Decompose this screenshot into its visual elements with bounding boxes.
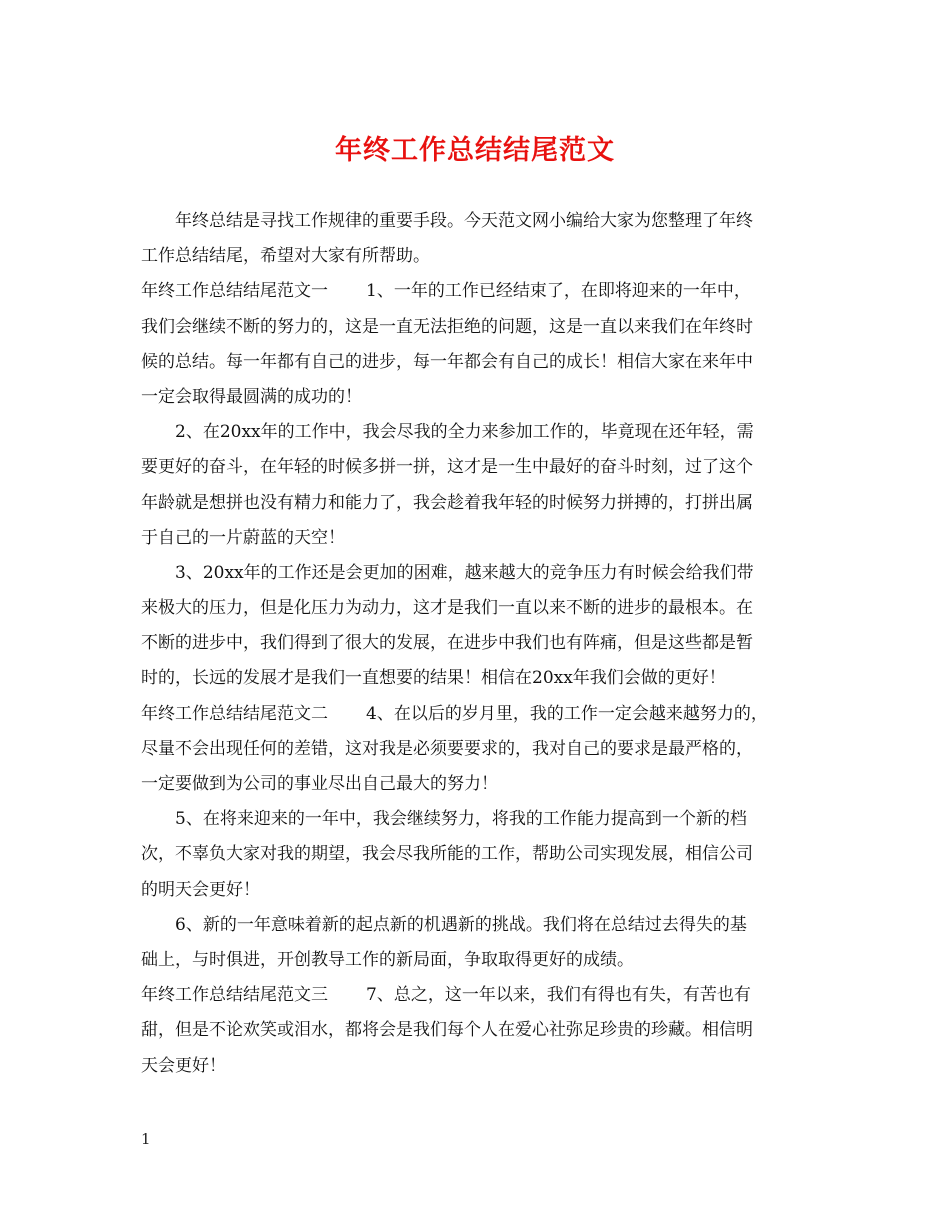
section-heading-1: 年终工作总结结尾范文一 (141, 281, 328, 302)
text-line (141, 521, 813, 556)
text-line (141, 415, 813, 450)
document-body (141, 204, 813, 1084)
line-text: 工作总结结尾，希望对大家有所帮助。 (141, 246, 430, 267)
line-text: 天会更好！ (141, 1055, 226, 1076)
text-line (141, 767, 813, 802)
text-line (141, 626, 813, 661)
line-text: 来极大的压力，但是化压力为动力，这才是我们一直以来不断的进步的最根本。在 (141, 598, 753, 619)
text-line (141, 802, 813, 837)
section-heading-2: 年终工作总结结尾范文二 (141, 703, 328, 724)
text-line (141, 345, 813, 380)
line-text: 不断的进步中，我们得到了很大的发展，在进步中我们也有阵痛，但是这些都是暂 (141, 633, 753, 654)
text-line (141, 204, 813, 239)
text-line (141, 274, 813, 309)
line-text: 候的总结。每一年都有自己的进步，每一年都会有自己的成长！相信大家在来年中 (141, 351, 753, 372)
text-line (141, 1049, 813, 1084)
line-text: 时的，长远的发展才是我们一直想要的结果！相信在20xx年我们会做的更好！ (141, 668, 726, 689)
line-text: 的明天会更好！ (141, 879, 260, 900)
section-heading-3: 年终工作总结结尾范文三 (141, 985, 328, 1006)
line-text: 甜，但是不论欢笑或泪水，都将会是我们每个人在爱心社弥足珍贵的珍藏。相信明 (141, 1020, 753, 1041)
line-text: 2、在20xx年的工作中，我会尽我的全力来参加工作的，毕竟现在还年轻，需 (175, 422, 754, 443)
page-number: 1 (141, 1130, 151, 1148)
text-line (141, 837, 813, 872)
text-line (141, 239, 813, 274)
line-text: 础上，与时俱进，开创教导工作的新局面，争取取得更好的成绩。 (141, 949, 634, 970)
document-title: 年终工作总结结尾范文 (335, 135, 615, 166)
text-line (141, 732, 813, 767)
line-text: 于自己的一片蔚蓝的天空！ (141, 527, 345, 548)
line-text: 年龄就是想拼也没有精力和能力了，我会趁着我年轻的时候努力拼搏的，打拼出属 (141, 492, 753, 513)
text-line (141, 556, 813, 591)
line-text: 我们会继续不断的努力的，这是一直无法拒绝的问题，这是一直以来我们在年终时 (141, 316, 753, 337)
text-line (141, 661, 813, 696)
text-line (141, 310, 813, 345)
line-text: 一定会取得最圆满的成功的！ (141, 386, 362, 407)
text-line (141, 450, 813, 485)
line-text: 5、在将来迎来的一年中，我会继续努力，将我的工作能力提高到一个新的档 (175, 809, 747, 830)
line-text: 4、在以后的岁月里，我的工作一定会越来越努力的， (366, 703, 768, 724)
text-line (141, 873, 813, 908)
line-text: 要更好的奋斗，在年轻的时候多拼一拼，这才是一生中最好的奋斗时刻，过了这个 (141, 457, 753, 478)
line-text: 尽量不会出现任何的差错，这对我是必须要要求的，我对自己的要求是最严格的， (141, 738, 753, 759)
text-line (141, 908, 813, 943)
line-text: 1、一年的工作已经结束了，在即将迎来的一年中， (366, 281, 751, 302)
line-text: 一定要做到为公司的事业尽出自己最大的努力！ (141, 774, 498, 794)
text-line (141, 591, 813, 626)
line-text: 6、新的一年意味着新的起点新的机遇新的挑战。我们将在总结过去得失的基 (175, 914, 747, 935)
text-line (141, 943, 813, 978)
text-line (141, 380, 813, 415)
line-text: 7、总之，这一年以来，我们有得也有失，有苦也有 (366, 985, 751, 1006)
line-text: 次，不辜负大家对我的期望，我会尽我所能的工作，帮助公司实现发展，相信公司 (141, 844, 753, 865)
text-line (141, 486, 813, 521)
line-text: 年终总结是寻找工作规律的重要手段。今天范文网小编给大家为您整理了年终 (175, 211, 753, 231)
text-line (141, 1013, 813, 1048)
text-line (141, 697, 813, 732)
line-text: 3、20xx年的工作还是会更加的困难，越来越大的竞争压力有时候会给我们带 (175, 562, 754, 583)
text-line (141, 978, 813, 1013)
